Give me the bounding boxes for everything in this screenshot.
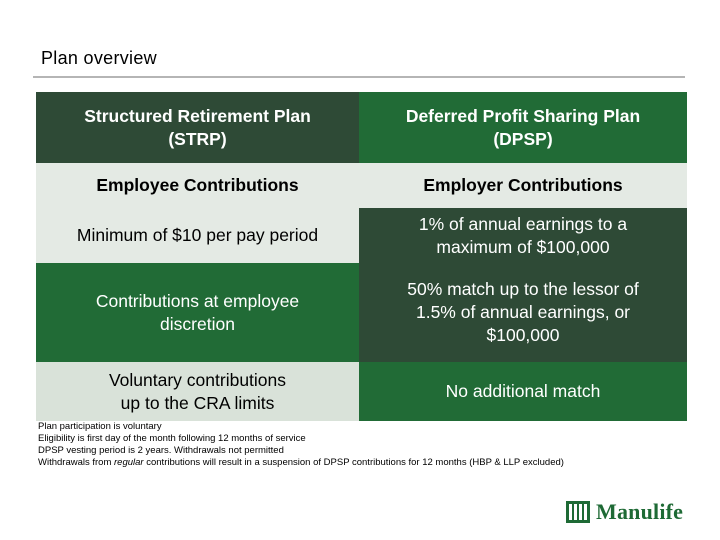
logo-wordmark: Manulife bbox=[596, 499, 684, 524]
table-cell-dpsp-no-match: No additional match bbox=[359, 362, 687, 421]
table-cell-strp-voluntary: Voluntary contributions up to the CRA limits bbox=[36, 362, 359, 421]
table-subheader-employee: Employee Contributions bbox=[36, 163, 359, 208]
table-cell-dpsp-1pct: 1% of annual earnings to a maximum of $100,000 bbox=[359, 208, 687, 263]
table-cell-strp-min: Minimum of $10 per pay period bbox=[36, 208, 359, 263]
plan-table bbox=[36, 92, 687, 421]
table-cell-strp-discretion: Contributions at employee discretion bbox=[36, 263, 359, 362]
footnotes bbox=[38, 421, 698, 469]
manulife-logo bbox=[566, 499, 683, 525]
footnote-vesting: DPSP vesting period is 2 years. Withdrawals not permitted bbox=[38, 445, 284, 456]
table-subheader-employer: Employer Contributions bbox=[359, 163, 687, 208]
table-header-strp: Structured Retirement Plan (STRP) bbox=[36, 92, 359, 163]
footnote-participation: Plan participation is voluntary bbox=[38, 421, 162, 432]
footnote-withdrawals: Withdrawals from regular contributions will result in a suspension of DPSP contributions for 12 months (HBP & LLP excluded) bbox=[38, 457, 564, 468]
table-header-dpsp: Deferred Profit Sharing Plan (DPSP) bbox=[359, 92, 687, 163]
page-title: Plan overview bbox=[41, 48, 157, 68]
footnote-eligibility: Eligibility is first day of the month following 12 months of service bbox=[38, 433, 306, 444]
table-cell-dpsp-match: 50% match up to the lessor of 1.5% of annual earnings, or $100,000 bbox=[359, 263, 687, 362]
manulife-pillars-icon bbox=[566, 501, 590, 523]
title-divider bbox=[33, 76, 685, 78]
